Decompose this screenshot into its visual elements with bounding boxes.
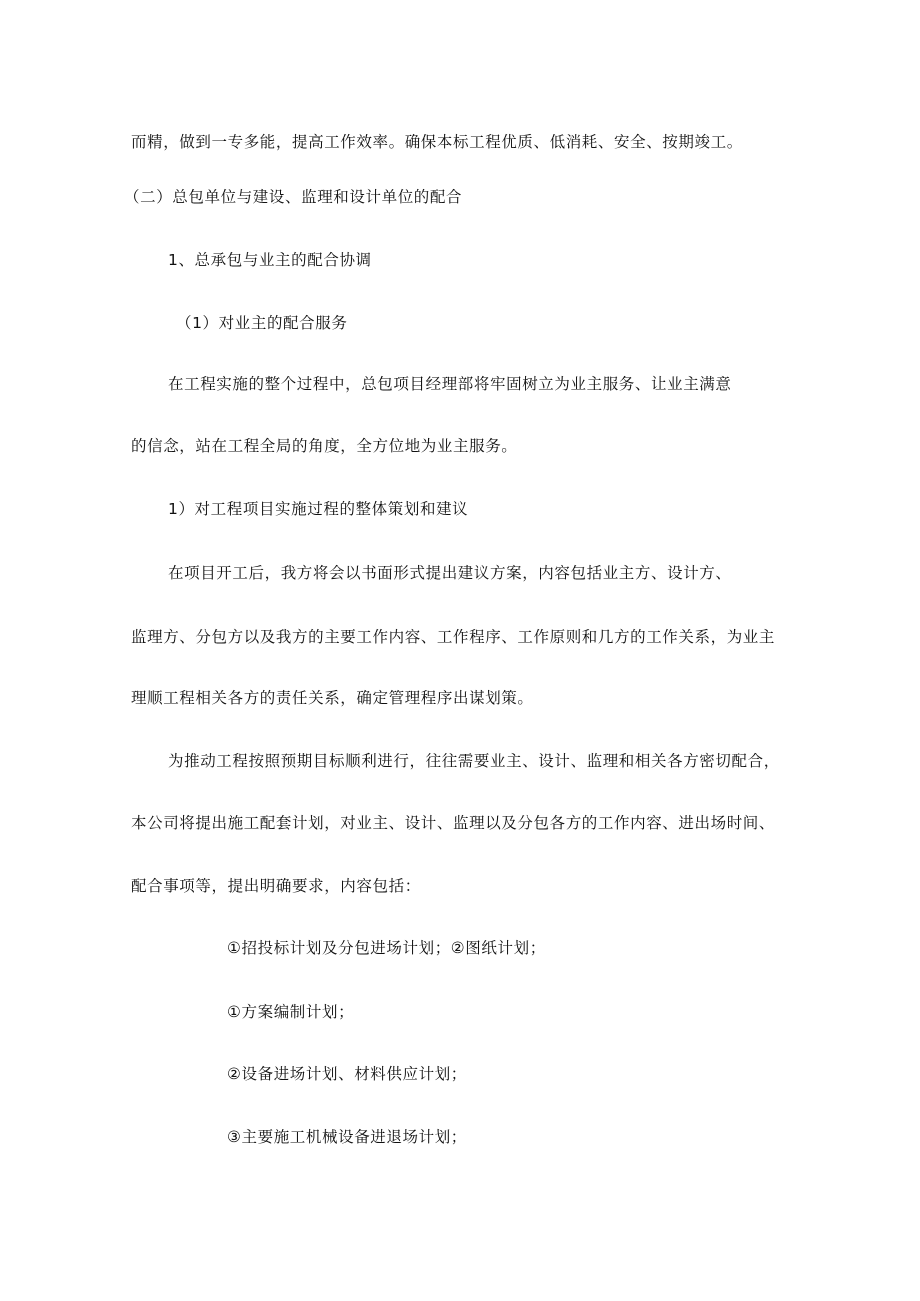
list-item: ③主要施工机械设备进退场计划； — [227, 1128, 467, 1146]
paragraph-line: 为推动工程按照预期目标顺利进行，往往需要业主、设计、监理和相关各方密切配合， — [168, 752, 780, 770]
paragraph-line: 在工程实施的整个过程中，总包项目经理部将牢固树立为业主服务、让业主满意 — [168, 375, 732, 393]
paragraph-line: 本公司将提出施工配套计划，对业主、设计、监理以及分包各方的工作内容、进出场时间、 — [131, 814, 776, 832]
list-item: ①招投标计划及分包进场计划；②图纸计划； — [227, 939, 546, 957]
paragraph-line: 监理方、分包方以及我方的主要工作内容、工作程序、工作原则和几方的工作关系，为业主 — [131, 628, 776, 646]
paragraph-line: 而精，做到一专多能，提高工作效率。确保本标工程优质、低消耗、安全、按期竣工。 — [131, 133, 743, 151]
paragraph-line: 在项目开工后，我方将会以书面形式提出建议方案，内容包括业主方、设计方、 — [168, 564, 732, 582]
list-item: ②设备进场计划、材料供应计划； — [227, 1065, 467, 1083]
subsection-heading: 1、总承包与业主的配合协调 — [168, 251, 372, 269]
list-item: ①方案编制计划； — [227, 1003, 355, 1021]
section-heading: （二）总包单位与建设、监理和设计单位的配合 — [124, 188, 463, 206]
paragraph-line: 的信念，站在工程全局的角度，全方位地为业主服务。 — [131, 437, 518, 455]
paragraph-line: 配合事项等，提出明确要求，内容包括： — [131, 877, 421, 895]
paragraph-line: 理顺工程相关各方的责任关系，确定管理程序出谋划策。 — [131, 689, 534, 707]
item-heading: 1）对工程项目实施过程的整体策划和建议 — [168, 500, 469, 518]
item-heading: （1）对业主的配合服务 — [176, 314, 348, 332]
